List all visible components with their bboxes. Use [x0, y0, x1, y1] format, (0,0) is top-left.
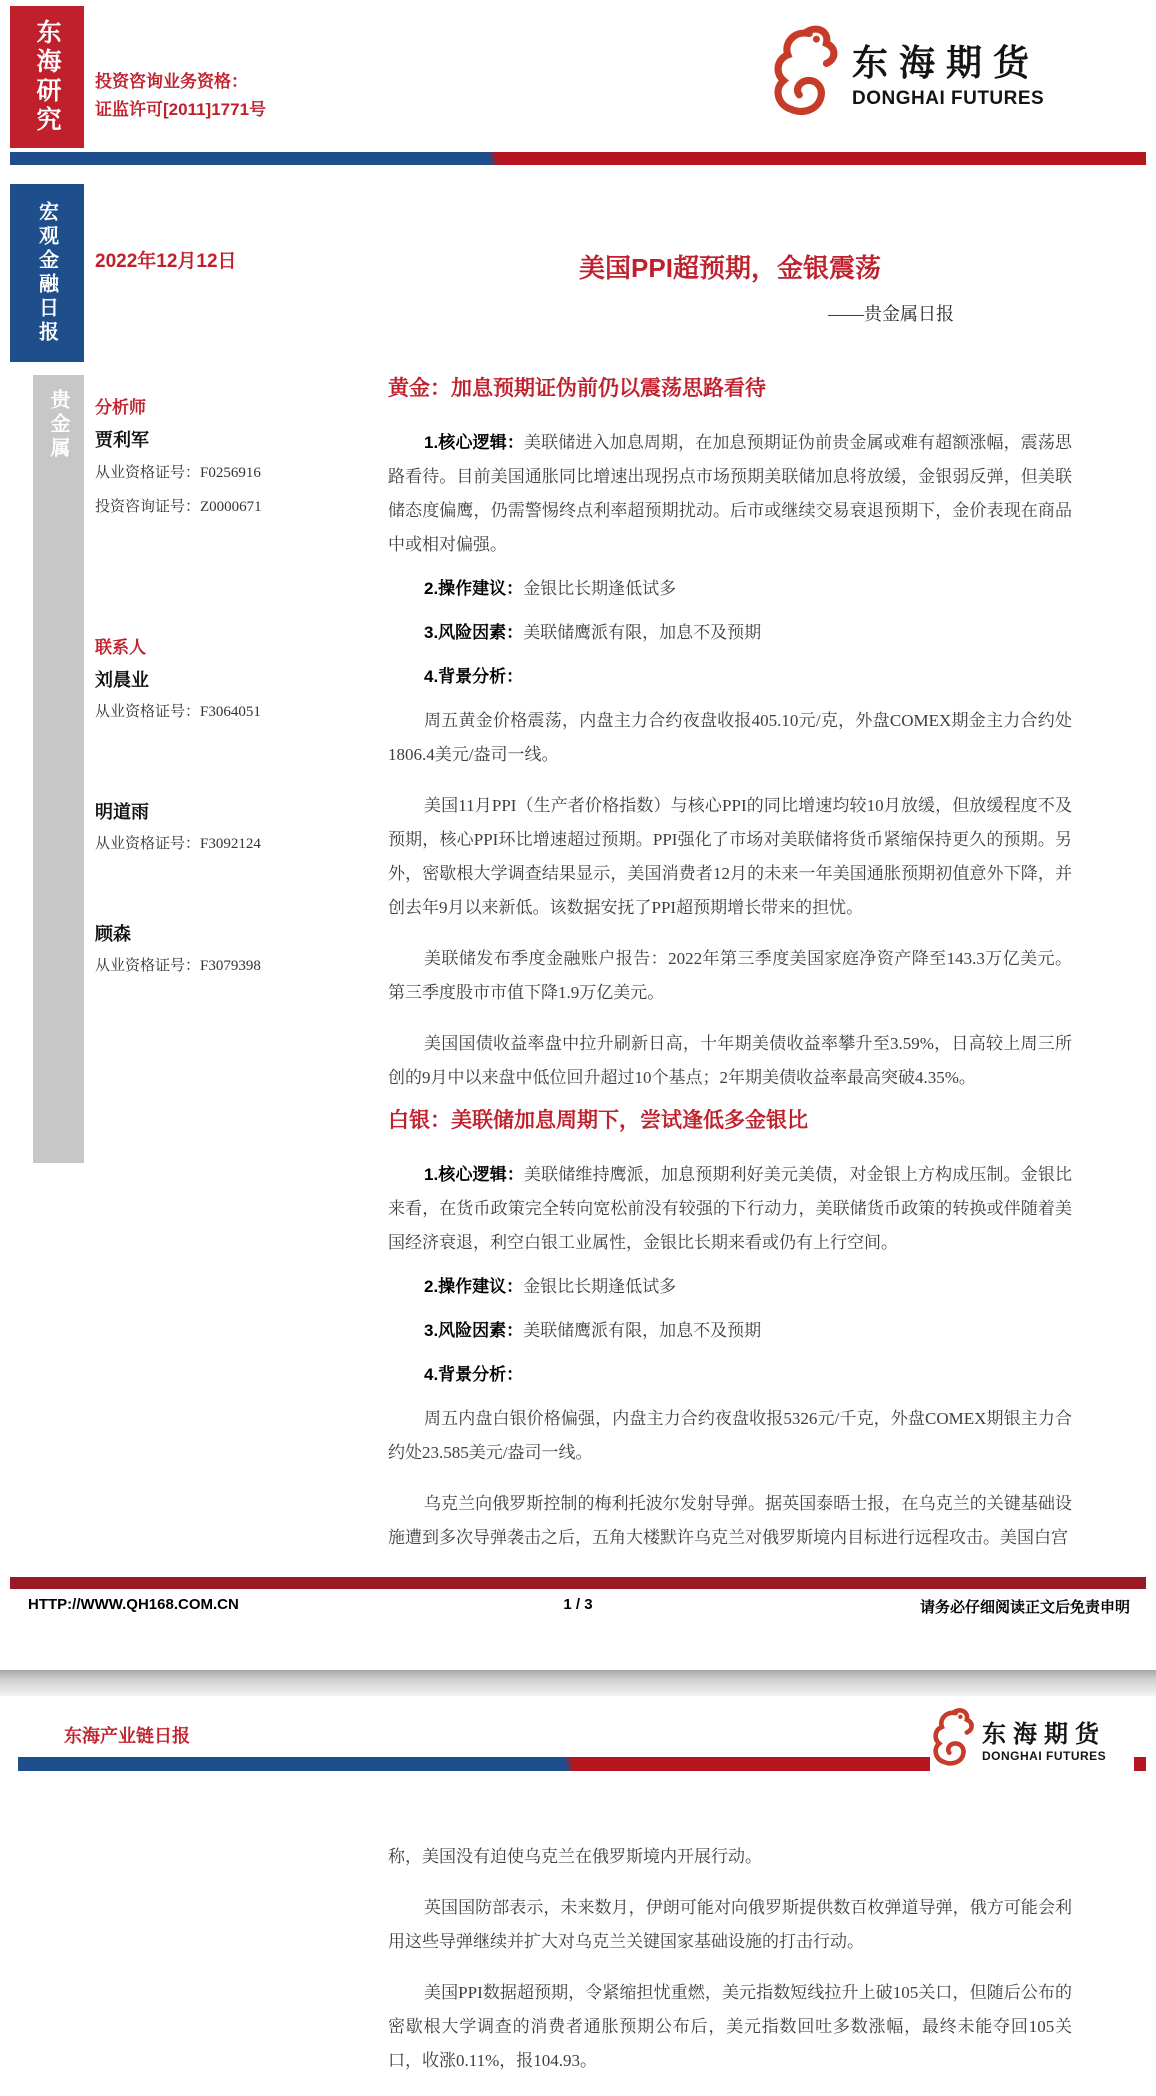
silver-advice: 2.操作建议：金银比长期逢低试多 — [424, 1277, 677, 1296]
footer-divider-bar — [10, 1577, 1146, 1589]
silver-risk: 3.风险因素：美联储鹰派有限，加息不及预期 — [424, 1321, 762, 1340]
silver-paragraph: 周五内盘白银价格偏强，内盘主力合约夜盘收报5326元/千克，外盘COMEX期银主力合约处23.585美元/盎司一线。 — [388, 1409, 1072, 1462]
silver-background-label: 4.背景分析： — [424, 1365, 524, 1384]
company-name-cn: 东海期货 — [852, 42, 1041, 83]
header-divider-bar — [10, 152, 1146, 165]
page2-paragraph: 美国PPI数据超预期，令紧缩担忧重燃，美元指数短线拉升上破105关口，但随后公布的密歇根大学调查的消费者通胀预期公布后，美元指数回吐多数涨幅，最终未能夺回105关口，收涨0.11%，报104.93。 — [388, 1983, 1072, 2070]
footer-website-url: HTTP://WWW.QH168.COM.CN — [28, 1596, 239, 1613]
contact-cert: 从业资格证号：F3092124 — [95, 836, 261, 852]
report-type-label: 宏观金融日报 — [35, 201, 58, 345]
silver-paragraph: 乌克兰向俄罗斯控制的梅利托波尔发射导弹。据英国泰晤士报，在乌克兰的关键基础设施遭到多次导弹袭击之后，五角大楼默许乌克兰对俄罗斯境内目标进行远程攻击。美国白宫 — [388, 1494, 1072, 1547]
qualification-line2: 证监许可[2011]1771号 — [95, 100, 267, 119]
dragon-logo-icon — [768, 22, 842, 122]
dragon-logo-icon — [930, 1704, 976, 1772]
contact-cert: 从业资格证号：F3079398 — [95, 958, 261, 974]
contact-name: 顾森 — [95, 924, 131, 944]
report-date: 2022年12月12日 — [95, 251, 237, 272]
company-logo-text — [852, 35, 1044, 110]
contact-section-label: 联系人 — [95, 638, 146, 657]
gold-risk: 3.风险因素：美联储鹰派有限，加息不及预期 — [424, 623, 762, 642]
silver-section — [388, 1104, 1072, 1572]
page2-paragraph: 称，美国没有迫使乌克兰在俄罗斯境内开展行动。 — [388, 1847, 762, 1866]
company-logo-text — [982, 1714, 1106, 1763]
gold-paragraph: 周五黄金价格震荡，内盘主力合约夜盘收报405.10元/克，外盘COMEX期金主力合约处1806.4美元/盎司一线。 — [388, 711, 1072, 764]
contact-cert: 从业资格证号：F3064051 — [95, 704, 261, 720]
company-name-en: DONGHAI FUTURES — [982, 1748, 1107, 1763]
qualification-note — [95, 68, 266, 124]
analyst-section-label: 分析师 — [95, 398, 146, 417]
silver-core-logic: 1.核心逻辑：美联储维持鹰派，加息预期利好美元美债，对金银上方构成压制。金银比来看，在货币政策完全转向宽松前没有较强的下行动力，美联储货币政策的转换或伴随着美国经济衰退，利空白银工业属性，金银比长期来看或仍有上行空间。 — [388, 1165, 1072, 1252]
analyst-cert-2: 投资咨询证号：Z0000671 — [95, 499, 262, 515]
company-logo — [768, 22, 1044, 122]
contact-name: 明道雨 — [95, 802, 149, 822]
analyst-name: 贾利军 — [95, 430, 149, 450]
research-brand-badge — [10, 6, 84, 148]
gold-background-label: 4.背景分析： — [424, 667, 524, 686]
page-number: 1 / 3 — [563, 1596, 593, 1613]
gold-advice: 2.操作建议：金银比长期逢低试多 — [424, 579, 677, 598]
company-logo — [930, 1700, 1134, 1778]
category-badge — [33, 375, 84, 1163]
qualification-line1: 投资咨询业务资格： — [95, 72, 248, 91]
contact-name: 刘晨业 — [95, 670, 149, 690]
report-type-badge — [10, 184, 84, 362]
page2-body — [388, 1840, 1072, 2095]
analyst-cert-1: 从业资格证号：F0256916 — [95, 465, 261, 481]
silver-section-heading: 白银：美联储加息周期下，尝试逢低多金银比 — [388, 1109, 808, 1132]
page-separator — [0, 1670, 1156, 1696]
gold-core-logic: 1.核心逻辑：美联储进入加息周期，在加息预期证伪前贵金属或难有超额涨幅，震荡思路看待。目前美国通胀同比增速出现拐点市场预期美联储加息将放缓，金银弱反弹，但美联储态度偏鹰，仍需警惕终点利率超预期扰动。后市或继续交易衰退预期下，金价表现在商品中或相对偏强。 — [388, 433, 1072, 554]
report-title: 美国PPI超预期，金银震荡 — [579, 253, 881, 283]
page2-header-title: 东海产业链日报 — [64, 1726, 190, 1746]
gold-paragraph: 美国11月PPI（生产者价格指数）与核心PPI的同比增速均较10月放缓，但放缓程度不及预期，核心PPI环比增速超过预期。PPI强化了市场对美联储将货币紧缩保持更久的预期。另外，密歇根大学调查结果显示，美国消费者12月的未来一年美国通胀预期初值意外下降，并创去年9月以来新低。该数据安抚了PPI超预期增长带来的担忧。 — [388, 796, 1072, 917]
gold-section — [388, 372, 1072, 1112]
gold-paragraph: 美国国债收益率盘中拉升刷新日高，十年期美债收益率攀升至3.59%，日高较上周三所创的9月中以来盘中低位回升超过10个基点；2年期美债收益率最高突破4.35%。 — [388, 1034, 1072, 1087]
gold-section-heading: 黄金：加息预期证伪前仍以震荡思路看待 — [388, 377, 766, 400]
company-name-en: DONGHAI FUTURES — [852, 87, 1045, 109]
research-brand-label: 东海研究 — [33, 19, 61, 135]
page2-paragraph: 英国国防部表示，未来数月，伊朗可能对向俄罗斯提供数百枚弹道导弹，俄方可能会利用这些导弹继续并扩大对乌克兰关键国家基础设施的打击行动。 — [388, 1898, 1072, 1951]
gold-paragraph: 美联储发布季度金融账户报告：2022年第三季度美国家庭净资产降至143.3万亿美元。第三季度股市市值下降1.9万亿美元。 — [388, 949, 1072, 1002]
footer-disclaimer: 请务必仔细阅读正文后免责申明 — [919, 1599, 1130, 1616]
report-subtitle: ——贵金属日报 — [828, 304, 954, 324]
category-label: 贵金属 — [47, 389, 69, 461]
company-name-cn: 东海期货 — [982, 1721, 1106, 1748]
